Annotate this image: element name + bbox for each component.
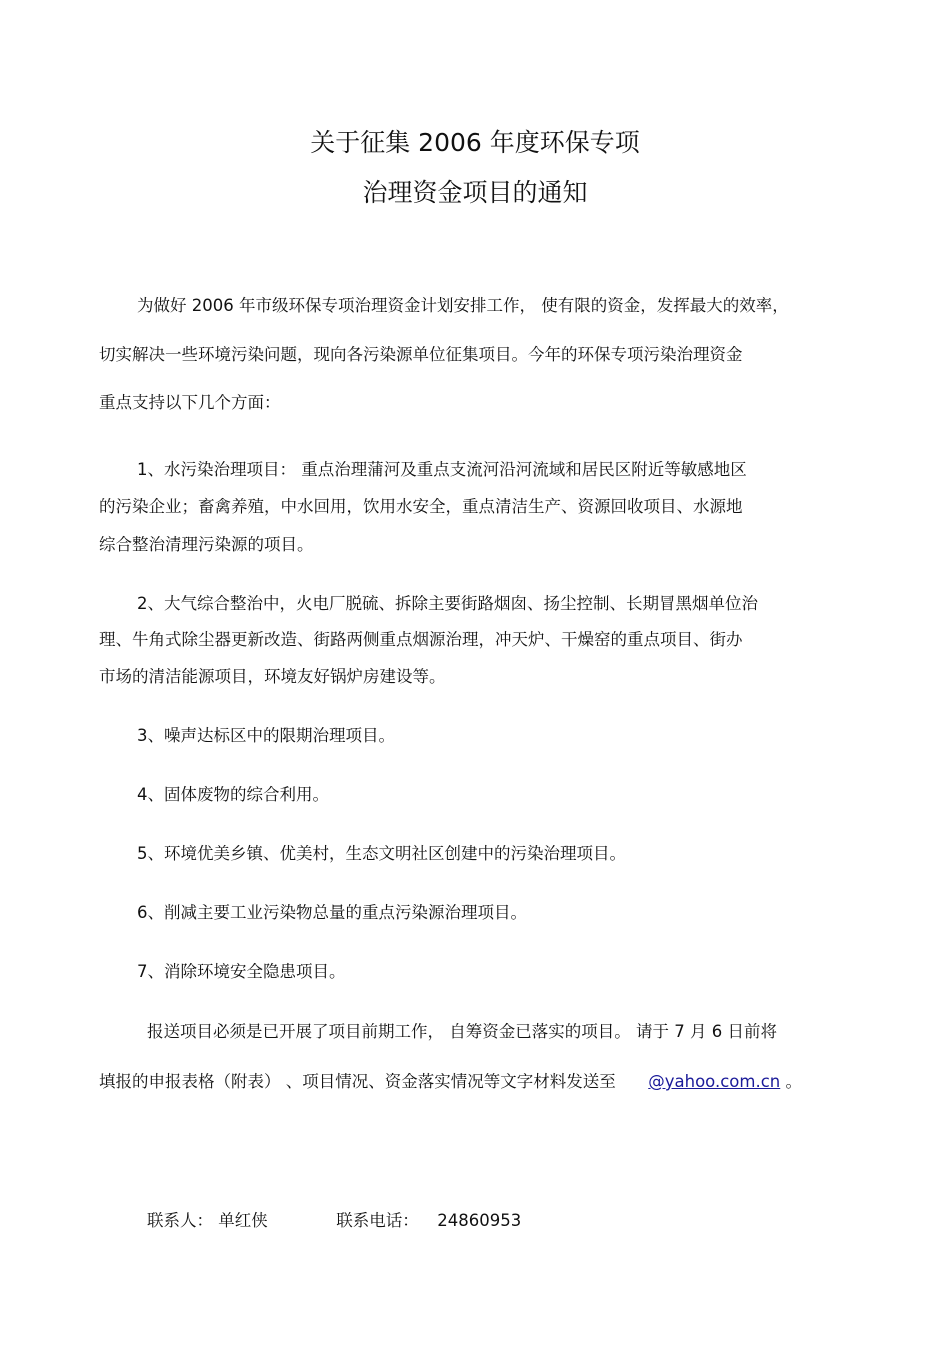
contact-phone-number: 24860953 — [437, 1211, 522, 1230]
contact-person-name: 单红侠 — [218, 1211, 268, 1230]
closing-line-2 — [99, 1072, 802, 1092]
item-6: 6、削减主要工业污染物总量的重点污染源治理项目。 — [137, 903, 527, 922]
item-3: 3、噪声达标区中的限期治理项目。 — [137, 726, 395, 745]
document-title-line-2: 治理资金项目的通知 — [362, 178, 588, 207]
closing-end-mark: 。 — [785, 1072, 802, 1091]
item-4: 4、固体废物的综合利用。 — [137, 785, 329, 804]
item-5: 5、环境优美乡镇、优美村，生态文明社区创建中的污染治理项目。 — [137, 844, 626, 863]
intro-line-1: 为做好 2006 年市级环保专项治理资金计划安排工作， 使有限的资金，发挥最大的效率， — [137, 296, 789, 315]
intro-line-2: 切实解决一些环境污染问题，现向各污染源单位征集项目。今年的环保专项污染治理资金 — [99, 345, 743, 364]
contact-phone-label: 联系电话： — [336, 1211, 419, 1230]
item-2-line-1: 2、大气综合整治中，火电厂脱硫、拆除主要街路烟囱、扬尘控制、长期冒黑烟单位治 — [137, 594, 758, 613]
item-2-line-2: 理、牛角式除尘器更新改造、街路两侧重点烟源治理，冲天炉、干燥窑的重点项目、街办 — [99, 630, 743, 649]
closing-line-1: 报送项目必须是已开展了项目前期工作， 自筹资金已落实的项目。 请于 7 月 6 日前将 — [147, 1022, 777, 1041]
contact-person-label: 联系人： — [147, 1211, 213, 1230]
closing-line-2-text: 填报的申报表格（附表） 、项目情况、资金落实情况等文字材料发送至 — [99, 1072, 616, 1091]
item-1-line-3: 综合整治清理污染源的项目。 — [99, 535, 314, 554]
item-7: 7、消除环境安全隐患项目。 — [137, 962, 346, 981]
email-link[interactable]: @yahoo.com.cn — [648, 1072, 781, 1091]
item-2-line-3: 市场的清洁能源项目，环境友好锅炉房建设等。 — [99, 667, 446, 686]
item-1-line-2: 的污染企业；畜禽养殖，中水回用，饮用水安全，重点清洁生产、资源回收项目、水源地 — [99, 497, 743, 516]
intro-line-3: 重点支持以下几个方面： — [99, 393, 281, 412]
document-title-line-1: 关于征集 2006 年度环保专项 — [310, 128, 640, 157]
contact-line — [147, 1211, 521, 1231]
item-1-line-1: 1、水污染治理项目： 重点治理蒲河及重点支流河沿河流域和居民区附近等敏感地区 — [137, 460, 747, 479]
